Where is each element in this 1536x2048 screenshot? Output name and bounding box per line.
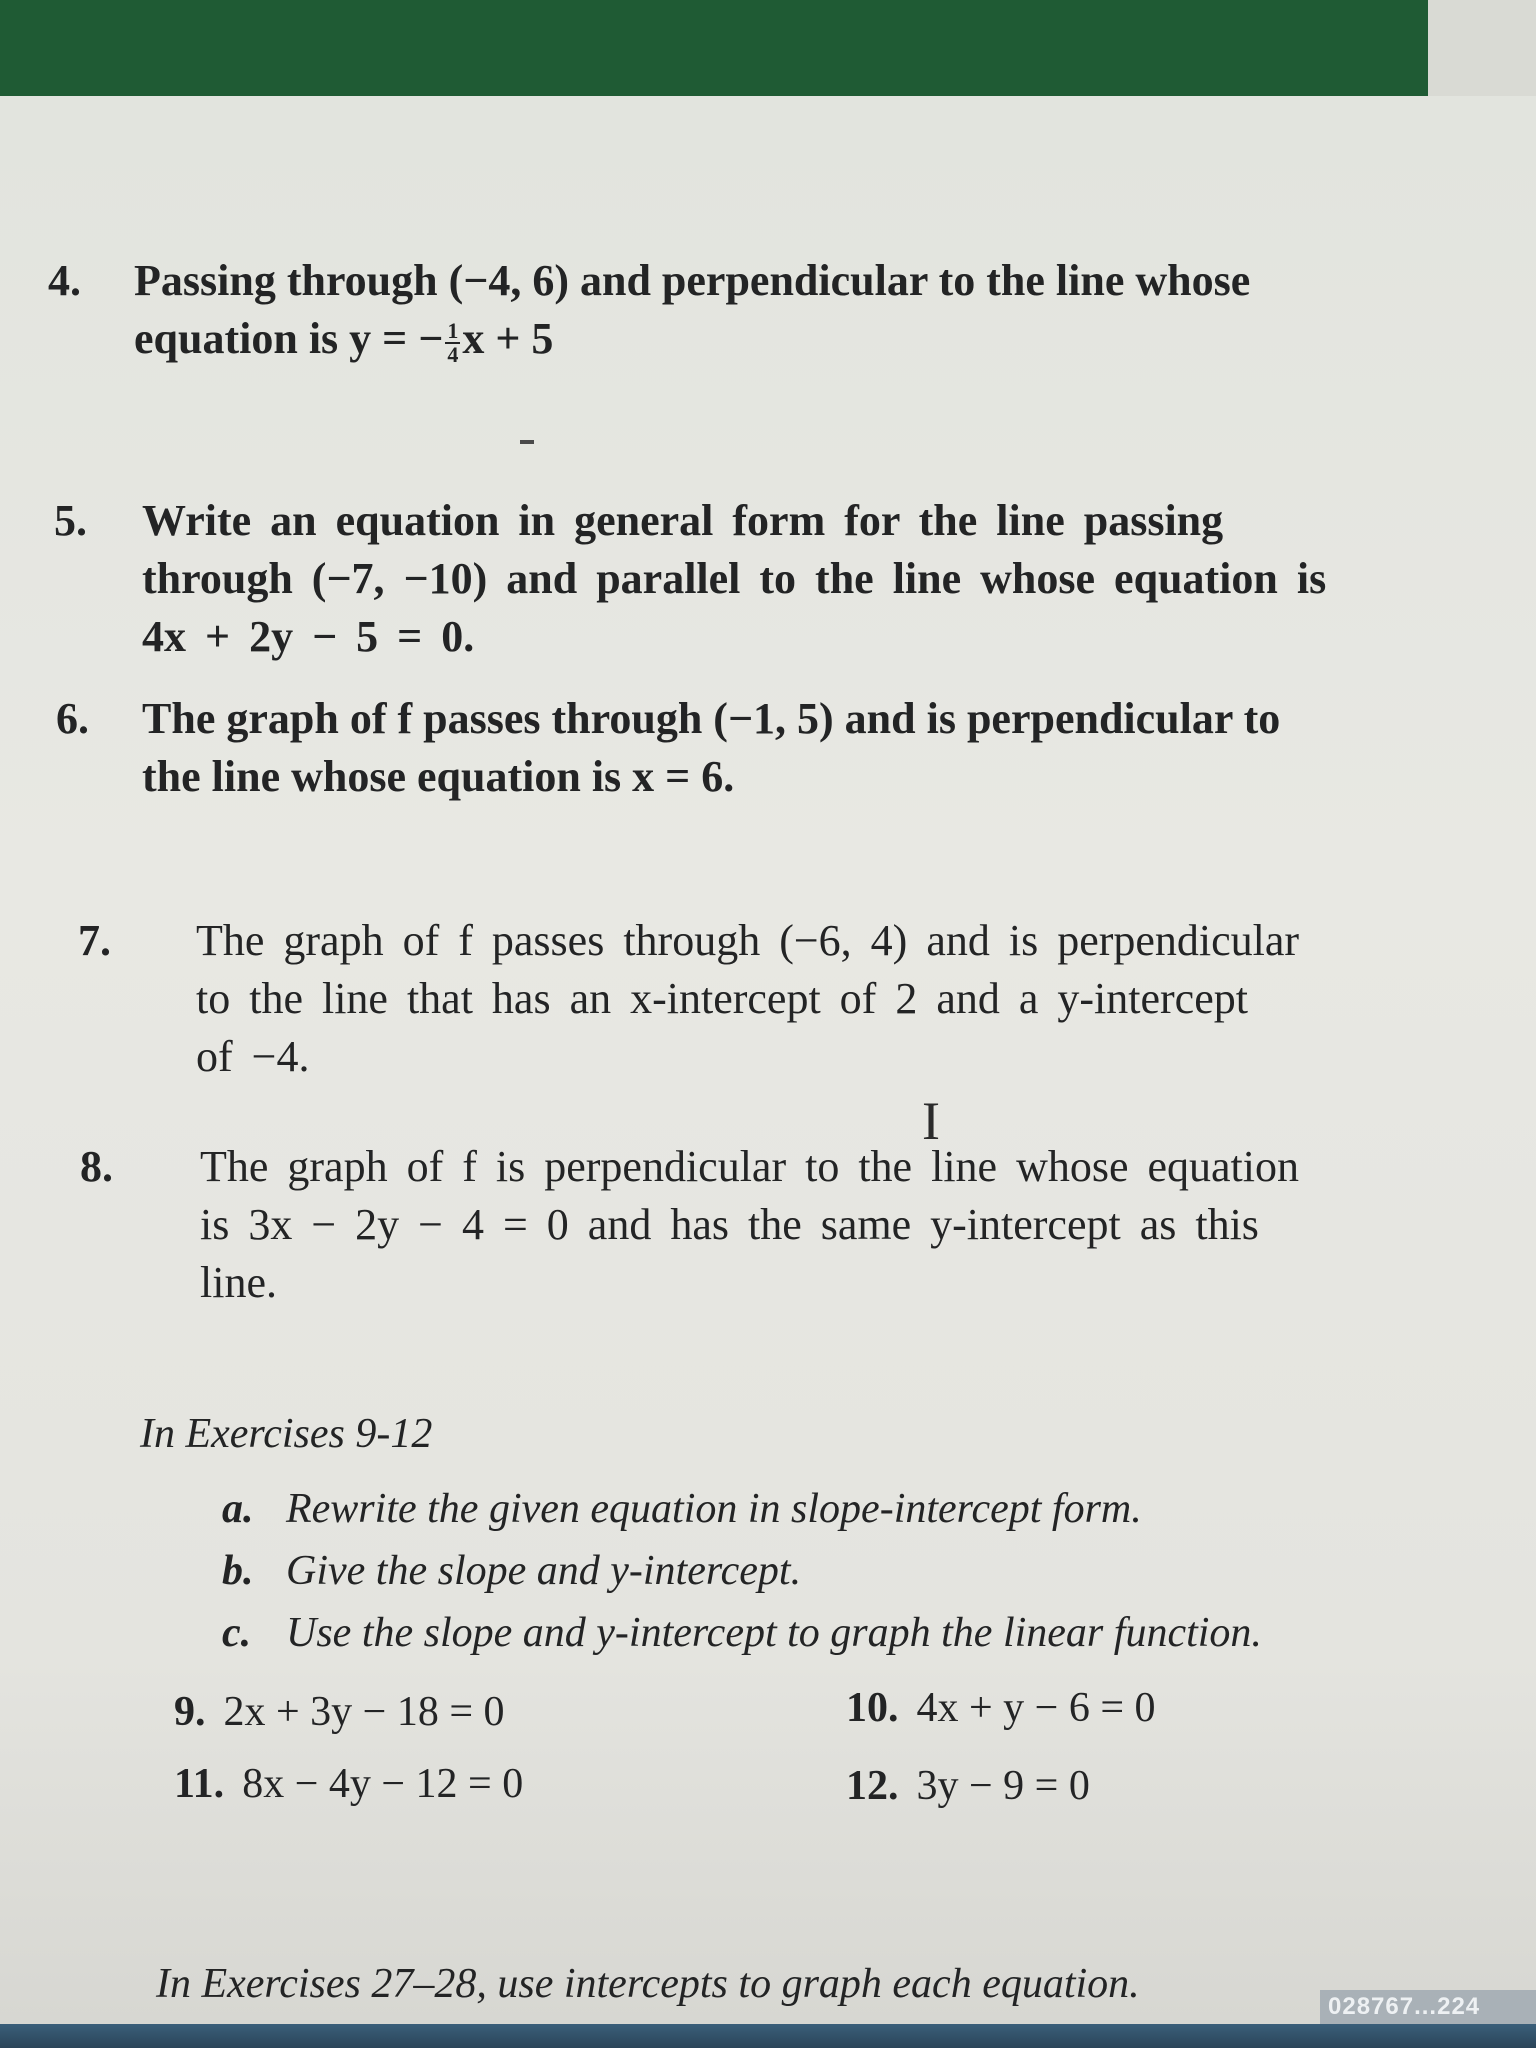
exercise-line: The graph of f passes through (−1, 5) and is perpendicular to <box>142 694 1281 743</box>
instruction-step <box>222 1540 1262 1602</box>
sub-exercise-12 <box>846 1762 1090 1810</box>
sub-exercise-number: 12. <box>846 1763 899 1809</box>
exercise-text <box>142 690 1280 806</box>
sub-exercise-equation: 4x + y − 6 = 0 <box>916 1685 1156 1731</box>
exercise-text <box>134 252 1250 368</box>
exercise-line: equation is y = − <box>134 314 444 363</box>
exercise-number: 4. <box>48 256 81 305</box>
step-label: c. <box>222 1610 252 1656</box>
exercise-line: line. <box>200 1258 277 1307</box>
sub-exercise-number: 11. <box>174 1761 225 1807</box>
sub-exercise-equation: 3y − 9 = 0 <box>916 1763 1090 1809</box>
step-text: Give the slope and y-intercept. <box>286 1548 802 1594</box>
fraction-denominator: 4 <box>447 341 459 367</box>
sub-exercise-equation: 8x − 4y − 12 = 0 <box>242 1761 524 1807</box>
fraction <box>445 317 460 367</box>
exercise-line: is 3x − 2y − 4 = 0 and has the same y-intercept as this <box>200 1200 1259 1249</box>
exercise-line-with-fraction <box>134 310 1250 368</box>
instruction-step <box>222 1478 1262 1540</box>
exercise-line: 4x + 2y − 5 = 0. <box>142 612 475 661</box>
exercise-text <box>200 1138 1299 1312</box>
sub-exercise-number: 9. <box>174 1689 206 1735</box>
exercise-line: to the line that has an x-intercept of 2 and a y-intercept <box>196 974 1248 1023</box>
exercise-line: through (−7, −10) and parallel to the line whose equation is <box>142 554 1327 603</box>
exercise-line: The graph of f is perpendicular to the line whose equation <box>200 1142 1300 1191</box>
exercise-number: 5. <box>54 496 87 545</box>
top-band-gap <box>1428 0 1536 96</box>
text-cursor-icon: I <box>922 1091 940 1151</box>
fraction-numerator: 1 <box>447 317 459 343</box>
sub-exercise-9 <box>174 1688 505 1736</box>
sub-exercise-equation: 2x + 3y − 18 = 0 <box>223 1689 505 1735</box>
exercise-text <box>196 912 1299 1086</box>
stray-mark <box>520 440 534 444</box>
bottom-blue-band <box>0 2024 1536 2048</box>
exercise-number: 7. <box>78 916 111 965</box>
step-text: Use the slope and y-intercept to graph the linear function. <box>286 1610 1262 1656</box>
sub-exercise-10 <box>846 1684 1156 1732</box>
step-label: a. <box>222 1486 254 1532</box>
instructions-intro: In Exercises 9-12 <box>140 1411 433 1457</box>
exercise-number: 8. <box>80 1142 113 1191</box>
step-label: b. <box>222 1548 254 1594</box>
exercise-line: The graph of f passes through (−6, 4) and is perpendicular <box>196 916 1300 965</box>
sub-exercise-number: 10. <box>846 1685 899 1731</box>
exercise-line: the line whose equation is x = 6. <box>142 752 735 801</box>
bottom-ribbon: 028767...224 <box>1320 1990 1536 2024</box>
top-green-band <box>0 0 1428 96</box>
exercise-text <box>142 492 1326 666</box>
exercise-number: 6. <box>56 694 89 743</box>
exercise-line: Write an equation in general form for the line passing <box>142 496 1224 545</box>
sub-exercise-11 <box>174 1760 523 1808</box>
footer-note: In Exercises 27–28, use intercepts to graph each equation. <box>156 1961 1140 2007</box>
exercise-line: of −4. <box>196 1032 310 1081</box>
step-text: Rewrite the given equation in slope-intercept form. <box>286 1486 1142 1532</box>
exercise-line-tail: x + 5 <box>462 314 554 363</box>
exercise-line: Passing through (−4, 6) and perpendicular to the line whose <box>134 256 1251 305</box>
instruction-step <box>222 1602 1262 1664</box>
instruction-steps <box>222 1478 1262 1664</box>
